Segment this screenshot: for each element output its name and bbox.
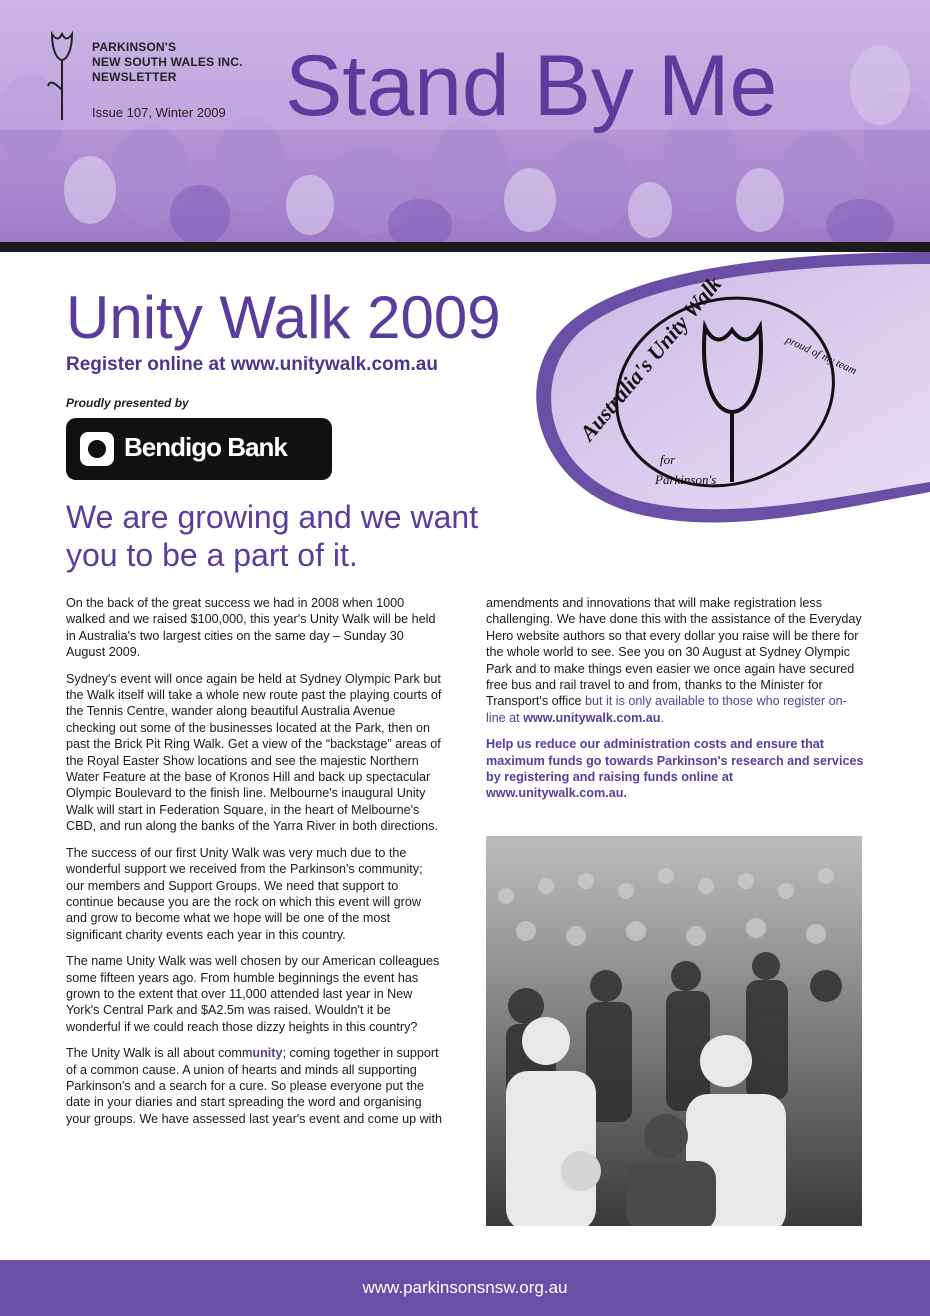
article-title: Unity Walk 2009 [66,284,501,351]
logo-text-for: for [660,452,676,467]
logo-text-main: Australia's Unity Walk [574,271,727,446]
org-line: NEW SOUTH WALES INC. [92,55,243,69]
callout-paragraph: Help us reduce our administration costs and ensure that maximum funds go towards Parkinson's research and services by registering and raising funds online at www.unitywalk.com.au. [486,737,864,801]
paragraph [486,595,864,726]
text-run: amendments and innovations that will make registration less challenging. We have done this with the assistance of the Everyday Hero website authors so that every dollar you raise will be there for the whole world to see. See you on 30 August at Sydney Olympic Park and to make things even easier we once again have secured free bus and rail travel to and from, thanks to the Minister for Transport's office [486,596,862,709]
right-column [486,595,864,812]
bendigo-mark-inner-icon [88,440,106,458]
org-name [92,40,243,85]
org-line: NEWSLETTER [92,70,177,84]
crowd-photo [486,836,862,1226]
sponsor-name: Bendigo Bank [124,432,287,462]
footer-url[interactable]: www.parkinsonsnsw.org.au [362,1278,568,1297]
org-line: PARKINSON'S [92,40,177,54]
tulip-logo-icon [46,30,78,122]
paragraph: The success of our first Unity Walk was very much due to the wonderful support we received from the Parkinson's community; our members and Support Groups. We need that support to continue because you are the rock on which this event will grow and grow to become what we hope will be one of the most significant charity events each year in this country. [66,845,423,942]
text-run-highlight: but it is only available to those who register on-line at [486,694,847,725]
highlight-unity: unity [252,1046,283,1061]
paragraph: Sydney's event will once again be held at Sydney Olympic Park but the Walk itself will take a whole new route past the playing courts of the Tennis Centre, wander along beautiful Australia Avenue checking out some of the businesses located at the Park, then on past the Brick Pit Ring Walk. Get a view of the “backstage” areas of the Royal Easter Show locations and see the majestic Northern Water Feature at the base of Kronos Hill and back up spectacular Olympic Boulevard to the finish line. Melbourne's inaugural Unity Walk will start in Federation Square, in the heart of Melbourne's CBD, and run along the banks of the Yarra River in both directions. [66,671,442,834]
text-run: The Unity Walk is all about comm [66,1046,253,1061]
article-subtitle: We are growing and we want you to be a part of it. [66,499,479,573]
paragraph: On the back of the great success we had in 2008 when 1000 walked and we raised $100,000, this year's Unity Walk will be held in Australia's two largest cities on the same day – Sunday 30 August 2009. [66,596,436,660]
paragraph: The name Unity Walk was well chosen by our American colleagues some fifteen years ago. From humble beginnings the event has grown to the extent that over 11,000 attended last year in New York's Central Park and $A2.5m was raised. Wouldn't it be wonderful if we could reach those dizzy heights in this country? [66,954,440,1034]
paragraph [66,1045,442,1127]
logo-text-proud: proud of my team [783,333,859,378]
issue-number: Issue 107, Winter 2009 [92,105,226,120]
unitywalk-link[interactable]: www.unitywalk.com.au [523,710,661,725]
text-run: ; coming together in support of a common cause. A union of hearts and minds all supporting Parkinson's and a search for a cure. So please everyone put the date in your diaries and start spreading the word and organising your groups. We have assessed last year's event and come up with [66,1046,442,1126]
proudly-presented-label: Proudly presented by [66,396,189,410]
unity-walk-logo [520,242,930,572]
newsletter-title: Stand By Me [285,38,778,134]
left-column [66,595,442,1137]
register-link[interactable]: Register online at www.unitywalk.com.au [66,354,438,375]
logo-text-parkinsons: Parkinson's [655,472,717,487]
text-run-highlight: . [660,710,665,725]
